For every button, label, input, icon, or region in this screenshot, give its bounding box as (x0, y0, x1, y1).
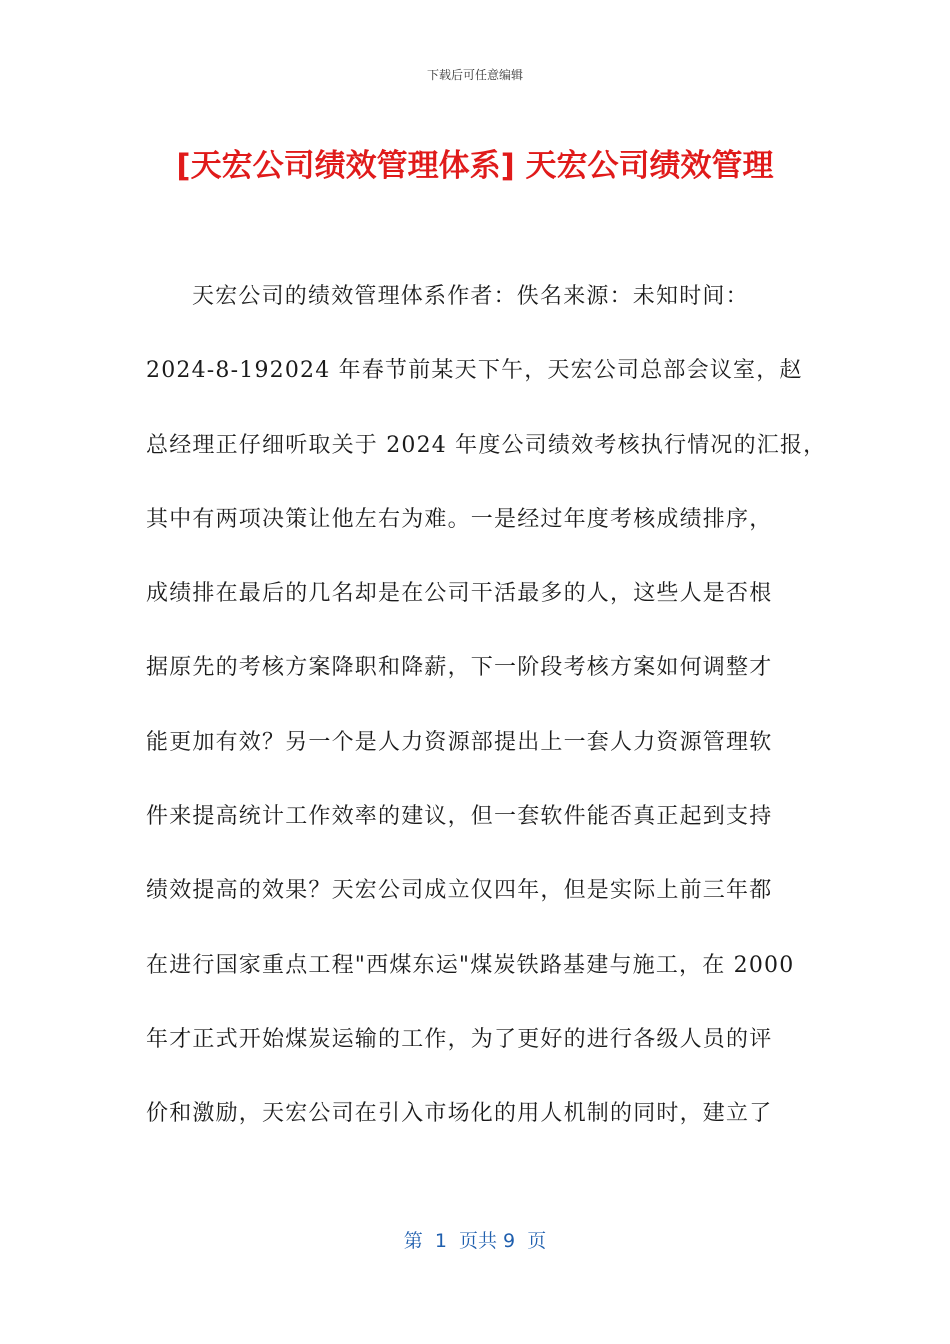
body-line: 在进行国家重点工程"西煤东运"煤炭铁路基建与施工，在 2000 (146, 952, 795, 978)
body-line: 总经理正仔细听取关于 2024 年度公司绩效考核执行情况的汇报， (146, 432, 827, 458)
header-note: 下载后可任意编辑 (426, 68, 523, 82)
body-line: 件来提高统计工作效率的建议，但一套软件能否真正起到支持 (146, 804, 773, 830)
page-footer: 第 1 页共 9 页 (403, 1230, 547, 1252)
body-line: 据原先的考核方案降职和降薪，下一阶段考核方案如何调整才 (146, 655, 773, 681)
body-line: 能更加有效？另一个是人力资源部提出上一套人力资源管理软 (146, 729, 773, 755)
body-line: 价和激励，天宏公司在引入市场化的用人机制的同时，建立了 (146, 1101, 773, 1127)
body-line: 绩效提高的效果？天宏公司成立仅四年，但是实际上前三年都 (146, 878, 773, 904)
document-body (146, 278, 827, 1170)
body-line: 2024-8-192024 年春节前某天下午，天宏公司总部会议室，赵 (146, 358, 803, 384)
body-line: 其中有两项决策让他左右为难。一是经过年度考核成绩排序， (146, 506, 773, 532)
body-line: 天宏公司的绩效管理体系作者：佚名来源：未知时间： (192, 284, 749, 309)
body-line: 成绩排在最后的几名却是在公司干活最多的人，这些人是否根 (146, 581, 773, 607)
body-line: 年才正式开始煤炭运输的工作，为了更好的进行各级人员的评 (146, 1026, 773, 1052)
document-title: [天宏公司绩效管理体系] 天宏公司绩效管理 (176, 148, 774, 184)
